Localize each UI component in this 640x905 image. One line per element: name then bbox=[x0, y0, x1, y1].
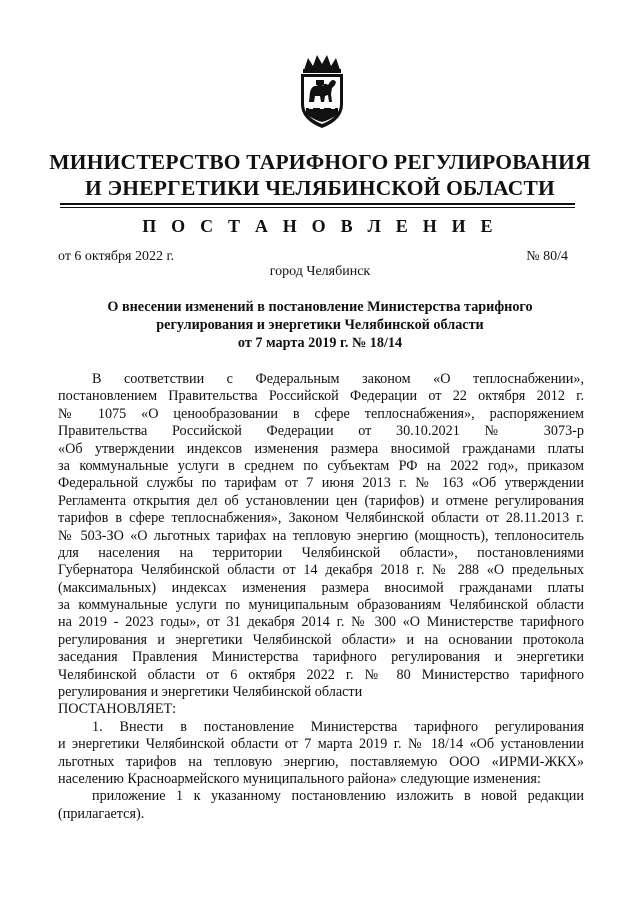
title-line: от 7 марта 2019 г. № 18/14 bbox=[237, 335, 403, 351]
body-line: «Об утверждении индексов изменения размера вносимой гражданами платы bbox=[58, 440, 584, 457]
body-line: на 2019 - 2023 годы», от 31 декабря 2014 г. № 300 «О Министерстве тарифного bbox=[58, 614, 584, 631]
ministry-name bbox=[40, 149, 600, 201]
body-line: заседания Правления Министерства тарифного регулирования и энергетики bbox=[58, 649, 584, 666]
coat-of-arms-icon bbox=[294, 52, 350, 130]
body-line: Федеральной службы по тарифам от 7 июня 2013 г. № 163 «Об утверждении bbox=[58, 475, 584, 492]
ministry-name-line-1: МИНИСТЕРСТВО ТАРИФНОГО РЕГУЛИРОВАНИЯ bbox=[49, 150, 591, 174]
body-line: Губернатора Челябинской области от 14 декабря 2018 г. № 288 «О предельных bbox=[58, 562, 584, 579]
document-body bbox=[58, 371, 584, 823]
body-line: регулирования и энергетики Челябинской области bbox=[58, 684, 363, 701]
item-1-line: льготных тарифов на тепловую энергию, поставляемую ООО «ИРМИ-ЖКХ» bbox=[58, 753, 584, 770]
header-divider-thick bbox=[60, 203, 575, 205]
document-number: № 80/4 bbox=[526, 249, 568, 264]
document-date: от 6 октября 2022 г. bbox=[58, 249, 175, 264]
item-1-line: 1. Внести в постановление Министерства тарифного регулирования bbox=[92, 718, 584, 735]
body-line: Регламента открытия дел об установлении цен (тарифов) и отмене регулирования bbox=[58, 492, 584, 509]
appendix-line: (прилагается). bbox=[58, 805, 145, 822]
body-line: за коммунальные услуги в среднем по субъектам РФ на 2022 год», приказом bbox=[58, 457, 584, 474]
body-line: тарифов в сфере теплоснабжения», Законом Челябинской области от 28.11.2013 г. bbox=[58, 510, 584, 527]
body-line: постановлением Правительства Российской Федерации от 22 октября 2012 г. bbox=[58, 388, 584, 405]
body-line: за коммунальные услуги по муниципальным образованиям Челябинской области bbox=[58, 597, 584, 614]
body-line: В соответствии с Федеральным законом «О теплоснабжении», bbox=[92, 371, 584, 387]
body-line: (максимальных) индексах изменения размера вносимой гражданами платы bbox=[58, 579, 584, 596]
body-line: Правительства Российской Федерации от 30.10.2021 № 3073-р bbox=[58, 423, 584, 440]
title-line: О внесении изменений в постановление Министерства тарифного bbox=[107, 299, 533, 315]
body-line: для населения на территории Челябинской области», постановлениями bbox=[58, 544, 584, 561]
body-line: № 503-ЗО «О льготных тарифах на тепловую энергию (мощность), теплоноситель bbox=[58, 527, 584, 544]
header-divider-thin bbox=[60, 207, 575, 208]
title-line: регулирования и энергетики Челябинской области bbox=[156, 317, 484, 333]
appendix-line: приложение 1 к указанному постановлению изложить в новой редакции bbox=[92, 788, 584, 805]
resolves-heading: ПОСТАНОВЛЯЕТ: bbox=[58, 701, 177, 718]
body-line: Челябинской области от 6 октября 2022 г. № 80 Министерство тарифного bbox=[58, 666, 584, 683]
document-type: П О С Т А Н О В Л Е Н И Е bbox=[142, 216, 498, 236]
document-city: город Челябинск bbox=[269, 264, 371, 279]
body-line: № 1075 «О ценообразовании в сфере теплоснабжения», распоряжением bbox=[58, 405, 584, 422]
ministry-name-line-2: И ЭНЕРГЕТИКИ ЧЕЛЯБИНСКОЙ ОБЛАСТИ bbox=[85, 176, 555, 200]
item-1-line: и энергетики Челябинской области от 7 марта 2019 г. № 18/14 «Об установлении bbox=[58, 736, 584, 753]
item-1-line: населению Красноармейского муниципального района» следующие изменения: bbox=[58, 770, 541, 787]
body-line: регулирования и энергетики Челябинской области» и на основании протокола bbox=[58, 631, 584, 648]
document-title bbox=[60, 298, 580, 352]
